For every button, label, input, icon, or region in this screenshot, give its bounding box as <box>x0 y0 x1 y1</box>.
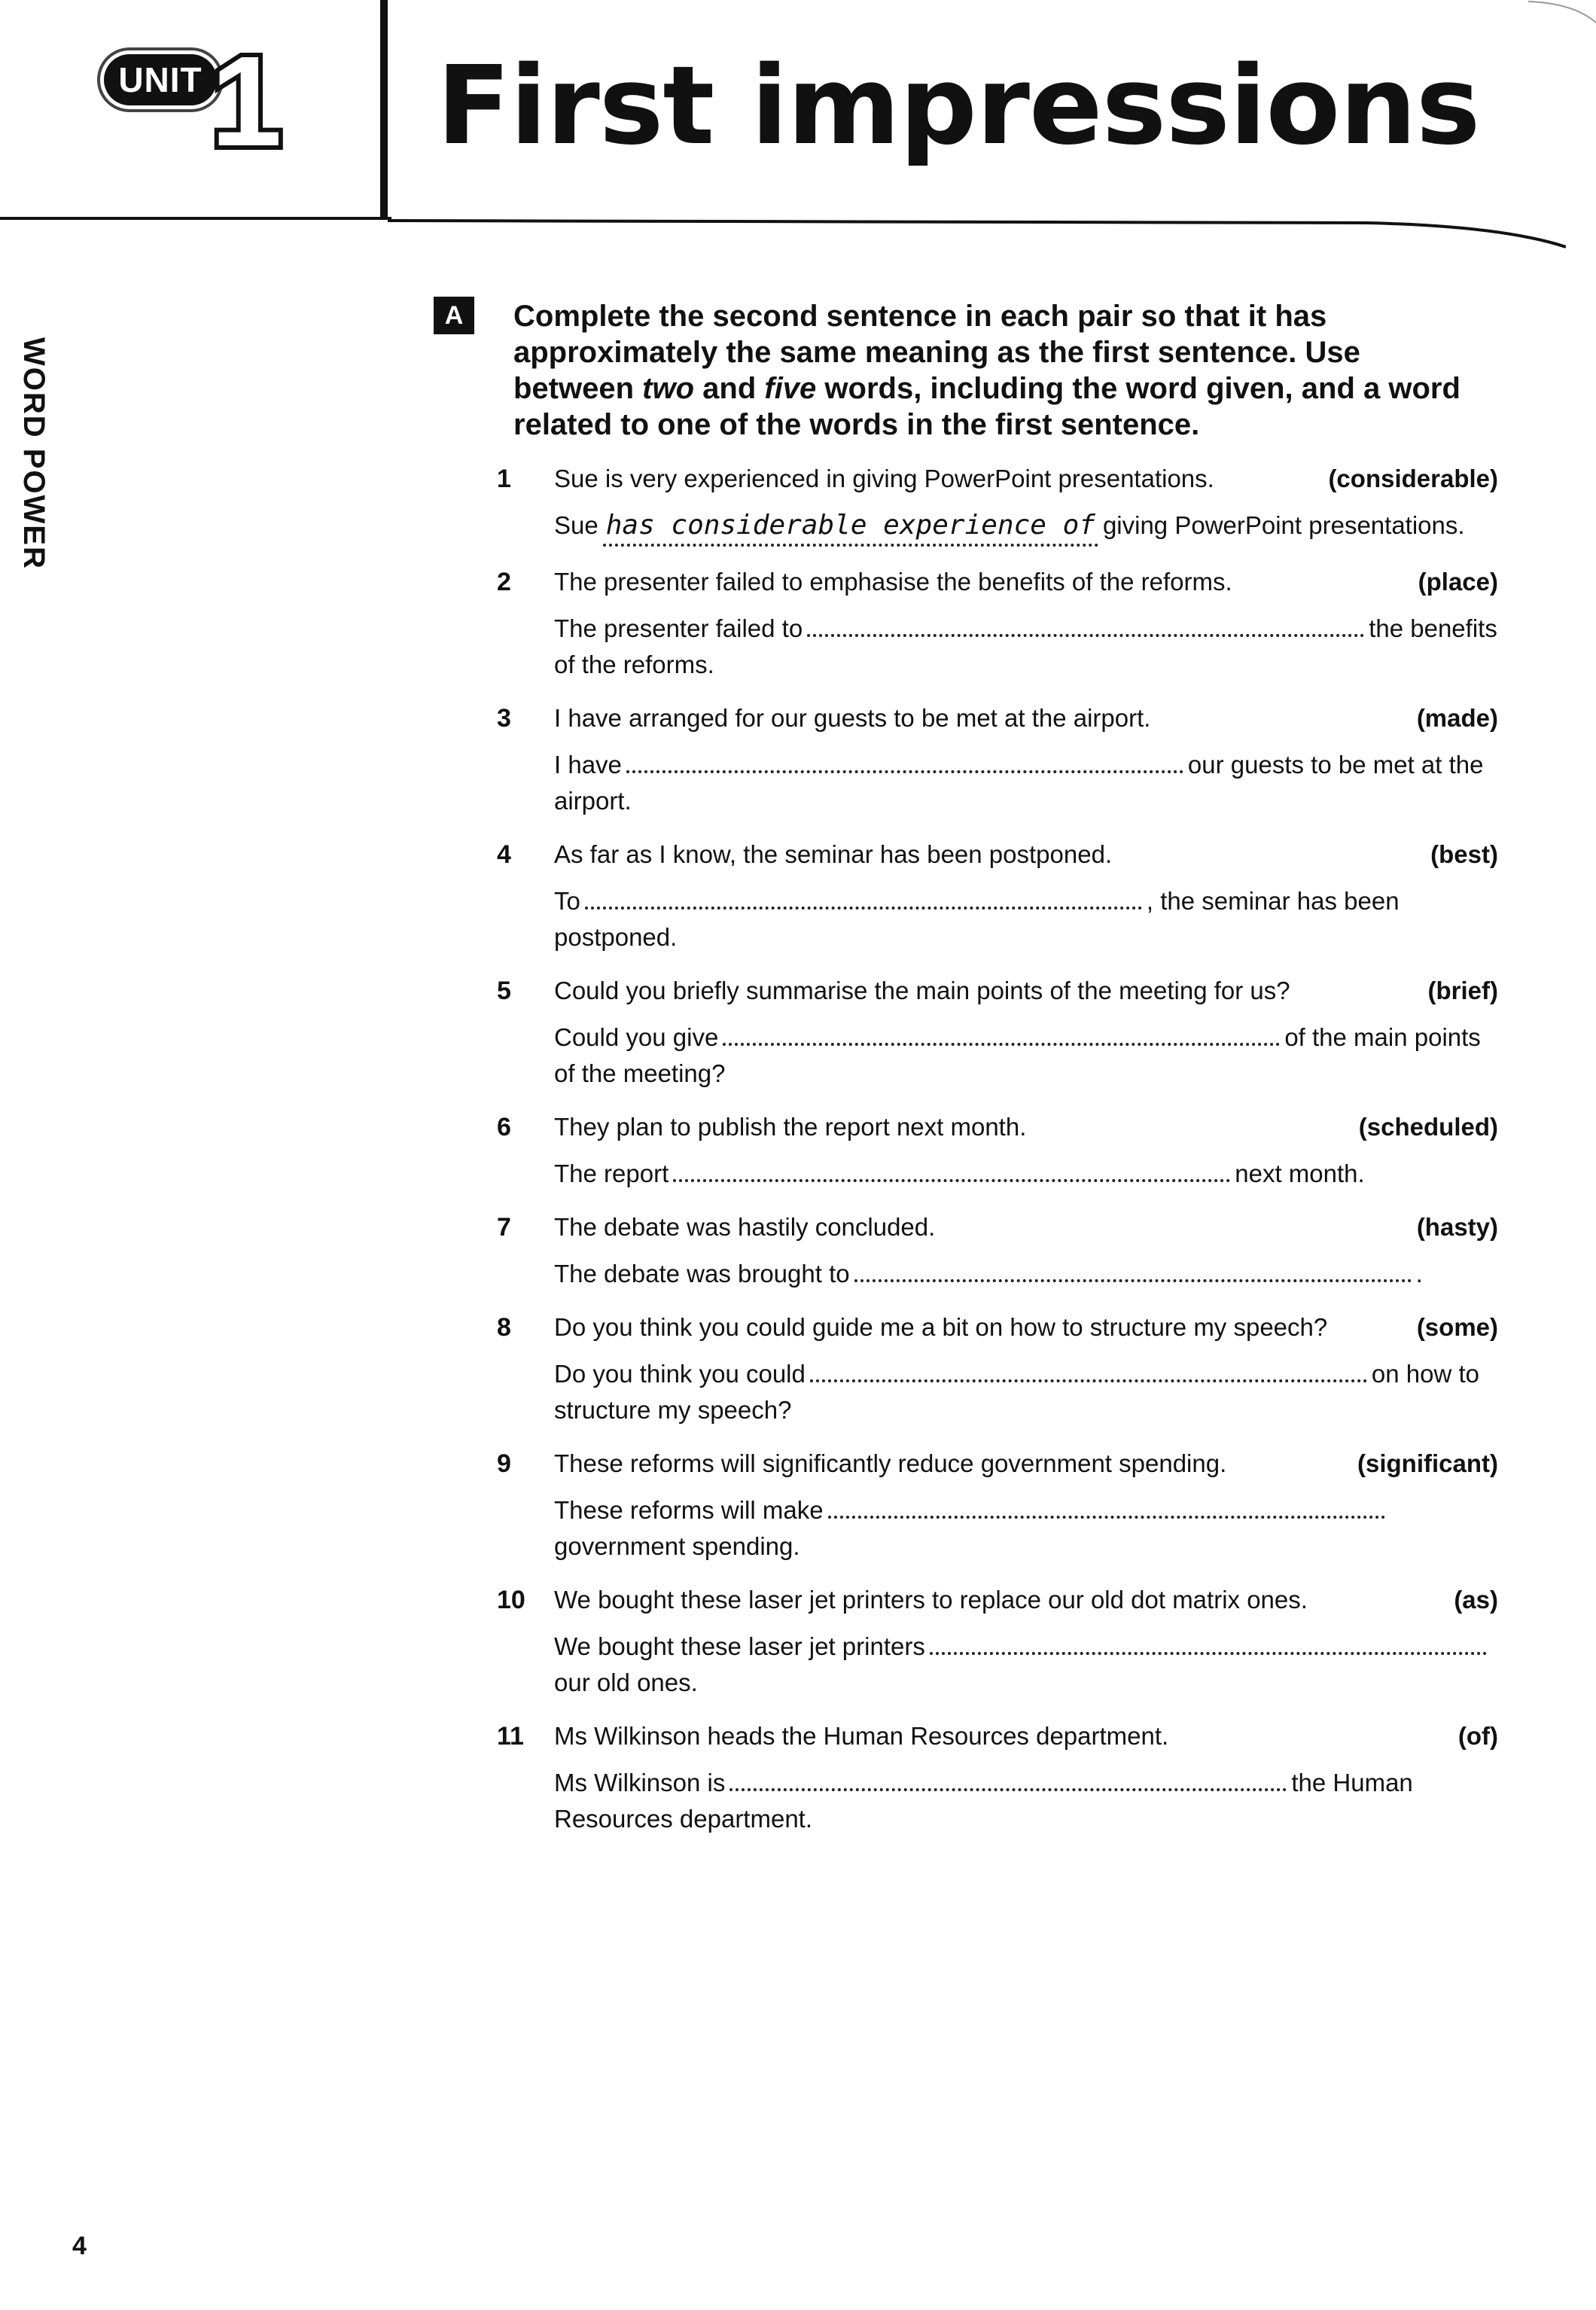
answer-prefix: The report <box>554 1160 669 1187</box>
item-number: 7 <box>497 1213 511 1242</box>
answer-suffix: . <box>1415 1260 1423 1288</box>
item-number: 9 <box>497 1449 511 1478</box>
exercise-item <box>497 1446 1498 1565</box>
exercise-item <box>497 564 1498 683</box>
answer-gap[interactable] <box>930 1629 1487 1655</box>
item-question: The presenter failed to emphasise the benefits of the reforms. <box>554 568 1232 596</box>
exercise-item <box>497 461 1498 547</box>
answer-gap[interactable] <box>854 1257 1412 1282</box>
instructions-part: and <box>694 372 765 405</box>
item-question: Sue is very experienced in giving PowerPoint presentations. <box>554 465 1214 492</box>
answer-gap[interactable] <box>729 1766 1287 1791</box>
exercise-item <box>497 837 1498 955</box>
answer-suffix: of the main points of the meeting? <box>554 1023 1481 1087</box>
item-number: 10 <box>497 1586 525 1614</box>
unit-label: UNIT <box>104 54 217 105</box>
answer-prefix: To <box>554 887 580 915</box>
item-question: Do you think you could guide me a bit on how to structure my speech? <box>554 1313 1328 1341</box>
answer-gap[interactable] <box>807 611 1364 637</box>
instructions-emphasis: two <box>642 372 695 405</box>
item-keyword: (as) <box>1454 1586 1498 1614</box>
answer-suffix: our old ones. <box>554 1669 698 1696</box>
exercise-item <box>497 1309 1498 1428</box>
item-keyword: (best) <box>1430 840 1498 868</box>
item-question: I have arranged for our guests to be met at the airport. <box>554 704 1151 732</box>
answer-suffix: , the seminar has been postponed. <box>554 887 1400 951</box>
exercise-item <box>497 1209 1498 1292</box>
answer-suffix: giving PowerPoint presentations. <box>1102 511 1465 539</box>
answer-gap[interactable] <box>673 1157 1230 1182</box>
answer-gap[interactable] <box>723 1020 1280 1046</box>
header-divider <box>380 0 388 220</box>
item-number: 8 <box>497 1313 511 1342</box>
exercise-item <box>497 1109 1498 1192</box>
answer-suffix: the benefits of the reforms. <box>554 614 1497 678</box>
item-number: 5 <box>497 977 511 1005</box>
item-question: These reforms will significantly reduce government spending. <box>554 1449 1227 1477</box>
item-keyword: (brief) <box>1427 977 1498 1004</box>
page-corner-curl <box>1528 0 1596 30</box>
answer-prefix: I have <box>554 751 622 779</box>
item-number: 11 <box>497 1722 524 1751</box>
item-question: Ms Wilkinson heads the Human Resources department. <box>554 1722 1169 1750</box>
item-question: The debate was hastily concluded. <box>554 1213 936 1241</box>
item-keyword: (of) <box>1457 1722 1498 1750</box>
answer-handwritten[interactable]: has considerable experience of <box>603 507 1098 547</box>
item-number: 6 <box>497 1113 511 1141</box>
unit-number: 1 <box>211 30 282 173</box>
page-title: First impressions <box>437 42 1480 169</box>
item-number: 2 <box>497 568 511 596</box>
answer-prefix: These reforms will make <box>554 1496 824 1524</box>
exercise-item <box>497 1582 1498 1701</box>
answer-gap[interactable] <box>810 1357 1367 1382</box>
item-number: 3 <box>497 704 511 733</box>
instructions-emphasis: five <box>764 372 817 405</box>
answer-prefix: Could you give <box>554 1023 719 1051</box>
item-number: 1 <box>497 465 511 493</box>
item-keyword: (made) <box>1416 704 1498 732</box>
exercise-instructions <box>513 298 1485 443</box>
instructions-part: Complete the second sentence in each pair so that it has approximately the same meaning as the first sentence. Use between <box>513 300 1360 405</box>
side-section-label: WORD POWER <box>17 337 50 570</box>
item-question: Could you briefly summarise the main points of the meeting for us? <box>554 977 1290 1004</box>
item-keyword: (considerable) <box>1328 465 1498 492</box>
item-keyword: (significant) <box>1357 1449 1498 1477</box>
exercise-item <box>497 973 1498 1092</box>
unit-header-box <box>0 0 391 220</box>
item-keyword: (some) <box>1416 1313 1498 1341</box>
item-keyword: (hasty) <box>1416 1213 1498 1241</box>
item-question: As far as I know, the seminar has been postponed. <box>554 840 1113 868</box>
answer-prefix: We bought these laser jet printers <box>554 1632 925 1660</box>
answer-gap[interactable] <box>828 1493 1385 1519</box>
answer-suffix: government spending. <box>554 1532 800 1560</box>
answer-suffix: our guests to be met at the airport. <box>554 751 1484 815</box>
page-number: 4 <box>72 2232 87 2260</box>
exercise-item <box>497 700 1498 819</box>
item-keyword: (scheduled) <box>1358 1113 1498 1141</box>
answer-gap[interactable] <box>626 748 1183 773</box>
answer-prefix: The debate was brought to <box>554 1260 850 1288</box>
answer-gap[interactable] <box>585 884 1142 910</box>
item-question: They plan to publish the report next month. <box>554 1113 1027 1141</box>
answer-prefix: The presenter failed to <box>554 614 803 642</box>
instructions-part: words, including the word given, and a word related to one of the words in the first sentence. <box>513 372 1460 441</box>
answer-prefix: Sue <box>554 511 598 539</box>
answer-prefix: Do you think you could <box>554 1360 806 1388</box>
answer-prefix: Ms Wilkinson is <box>554 1769 726 1796</box>
item-number: 4 <box>497 840 511 869</box>
section-badge: A <box>434 297 474 334</box>
answer-suffix: next month. <box>1235 1160 1365 1187</box>
answer-suffix: the Human Resources department. <box>554 1769 1413 1833</box>
answer-suffix: on how to structure my speech? <box>554 1360 1479 1424</box>
item-keyword: (place) <box>1418 568 1498 596</box>
title-rule <box>388 217 1566 262</box>
item-question: We bought these laser jet printers to replace our old dot matrix ones. <box>554 1586 1308 1614</box>
exercise-item <box>497 1718 1498 1837</box>
exercise-list <box>497 461 1498 1854</box>
